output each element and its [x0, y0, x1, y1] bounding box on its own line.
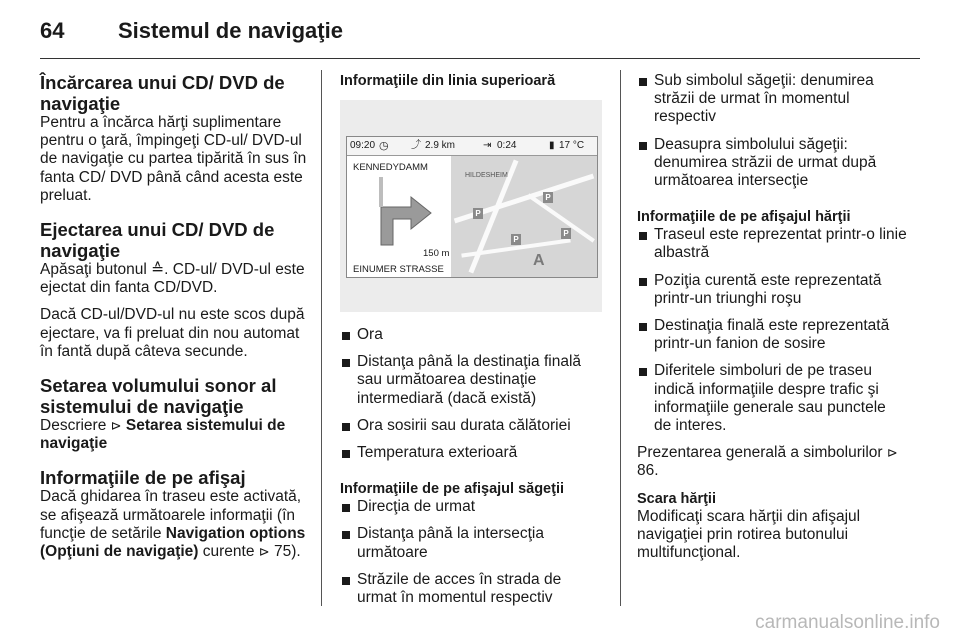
- arrival-icon: ⇥: [483, 140, 492, 151]
- screen-temperature: 17 °C: [559, 140, 585, 151]
- screen-street-current: EINUMER STRASSE: [353, 264, 444, 275]
- page-reference-link[interactable]: 75).: [269, 543, 301, 561]
- list-item: Distanţa până la destinaţia finală sau următoarea destinaţie intermediară (dacă există): [340, 353, 605, 408]
- map-display-list: [637, 226, 907, 435]
- page-reference-link[interactable]: 86.: [637, 462, 659, 480]
- display-screenshot: [340, 100, 602, 312]
- turn-arrow-icon: [359, 175, 437, 247]
- arrow-display-list: [340, 498, 605, 607]
- section-text-volume: Descriere ⊳ Setarea sistemului de navigaţie: [40, 417, 286, 453]
- screen-destination-label: HILDESHEIM: [465, 172, 508, 179]
- screen-turn-distance: 150 m: [423, 248, 450, 259]
- list-item: Ora sosirii sau durata călătoriei: [340, 417, 605, 435]
- volume-link[interactable]: Setarea sistemului de navigaţie: [40, 417, 286, 453]
- list-item: Deasupra simbolului săgeţii: denumirea străzii de urmat după următoarea intersecţie: [637, 136, 907, 191]
- thermometer-icon: ▮: [549, 140, 555, 151]
- section-text-display: Dacă ghidarea în traseu este activată, se afişează următoarele informaţii (în funcţie de setările Navigation options (Opţiuni de navigaţie) curente ⊳ 75).: [40, 488, 306, 561]
- column-left: [40, 72, 312, 561]
- symbols-overview-text: Prezentarea generală a simbolurilor ⊳ 86.: [637, 444, 898, 480]
- list-item: Poziţia curentă este reprezentată printr-un triunghi roşu: [637, 272, 907, 308]
- section-text-eject-2: Dacă CD-ul/DVD-ul nu este scos după ejectare, va fi preluat din nou automat în fantă după câteva secunde.: [40, 306, 305, 360]
- list-item: Distanţa până la intersecţia următoare: [340, 525, 605, 561]
- clock-icon: ◷: [379, 140, 389, 152]
- route-icon: ⤴: [411, 140, 421, 151]
- reference-arrow-icon: ⊳: [110, 418, 122, 434]
- map-scale-text: Modificaţi scara hărţii din afişajul navigaţiei prin rotirea butonului multifuncţional.: [637, 507, 861, 562]
- screen-distance: 2.9 km: [425, 140, 456, 151]
- section-title-load: Încărcarea unui CD/ DVD de navigaţie: [40, 72, 285, 114]
- list-item: Destinaţia finală este reprezentată printr-un fanion de sosire: [637, 317, 907, 353]
- list-item: Temperatura exterioară: [340, 444, 605, 462]
- section-title-eject: Ejectarea unui CD/ DVD de navigaţie: [40, 219, 275, 262]
- position-marker-icon: A: [533, 252, 545, 269]
- section-text-load: Pentru a încărca hărţi suplimentare pentru o ţară, împingeţi CD-ul/ DVD-ul de navigaţie cu partea tipărită în sus în fanta CD/ DVD până când acesta este preluat.: [40, 114, 307, 204]
- list-item: Ora: [340, 326, 605, 344]
- section-title-display: Informaţiile de pe afişaj: [40, 467, 246, 489]
- top-line-list: [340, 326, 605, 462]
- reference-arrow-icon: ⊳: [886, 445, 898, 461]
- column-right: [637, 72, 907, 562]
- screen-time: 09:20: [350, 140, 376, 151]
- reference-arrow-icon: ⊳: [258, 544, 270, 560]
- eject-icon: ≙: [151, 261, 165, 279]
- arrow-display-list-continued: [637, 72, 907, 190]
- top-line-title: Informaţiile din linia superioară: [340, 73, 556, 89]
- column-divider: [321, 70, 322, 606]
- navigation-options-label: Navigation options (Opţiuni de navigaţie): [40, 524, 306, 561]
- section-text-eject: Apăsaţi butonul ≙. CD-ul/ DVD-ul este ejectat din fanta CD/DVD.: [40, 261, 305, 297]
- map-scale-title: Scara hărţii: [637, 490, 716, 507]
- list-item: Traseul este reprezentat printr-o linie albastră: [637, 226, 907, 262]
- column-middle: [340, 72, 605, 616]
- header-rule: [40, 58, 920, 59]
- parking-icon: P: [543, 192, 553, 203]
- parking-icon: P: [473, 208, 483, 219]
- list-item: Direcţia de urmat: [340, 498, 605, 516]
- screen-top-line: [347, 137, 597, 156]
- column-divider: [620, 70, 621, 606]
- list-item: Diferitele simboluri de pe traseu indică informaţiile despre trafic şi informaţiile generale sau punctele de interes.: [637, 362, 907, 435]
- page-number: 64: [40, 18, 65, 43]
- list-item: Sub simbolul săgeţii: denumirea străzii de urmat în momentul respectiv: [637, 72, 907, 127]
- section-title-volume: Setarea volumului sonor al sistemului de navigaţie: [40, 375, 277, 418]
- screen-street-next: KENNEDYDAMM: [353, 162, 428, 173]
- arrow-display-title: Informaţiile de pe afişajul săgeţii: [340, 481, 565, 498]
- page-header: [40, 14, 940, 50]
- chapter-title: Sistemul de navigaţie: [118, 18, 343, 43]
- map-display-title: Informaţiile de pe afişajul hărţii: [637, 209, 851, 226]
- watermark: carmanualsonline.info: [755, 612, 940, 633]
- parking-icon: P: [561, 228, 571, 239]
- list-item: Străzile de acces în strada de urmat în momentul respectiv: [340, 571, 605, 607]
- navigation-screen: [346, 136, 598, 278]
- parking-icon: P: [511, 234, 521, 245]
- screen-duration: 0:24: [497, 140, 517, 151]
